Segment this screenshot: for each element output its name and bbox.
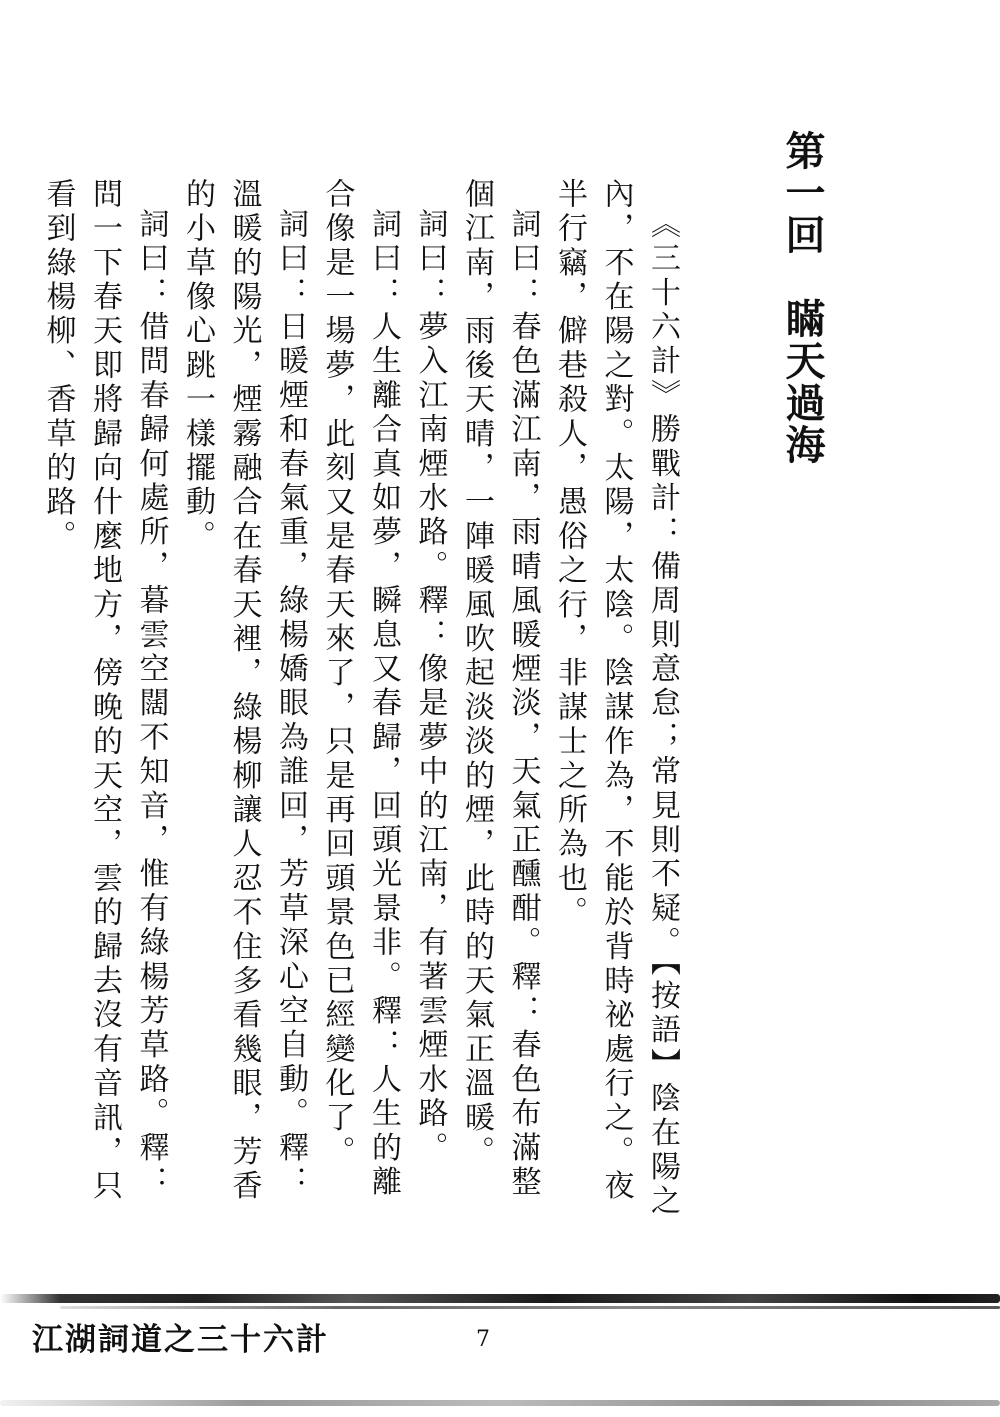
paragraph-verse-2: 詞曰：夢入江南煙水路。釋：像是夢中的江南，有著雲煙水路。 xyxy=(412,208,448,1166)
paragraph-intro: 《三十六計》勝戰計：備周則意怠；常見則不疑。【按語】陰在陽之內，不在陽之對。太陽，太陰。陰謀作為，不能於背時祕處行之。夜半行竊，僻巷殺人，愚俗之行，非謀士之所為也。 xyxy=(552,178,680,1219)
paragraph-verse-3: 詞曰：人生離合真如夢，瞬息又春歸，回頭光景非。釋：人生的離合像是一場夢，此刻又是春天來了，只是再回頭景色已經變化了。 xyxy=(319,178,401,1200)
paragraph-verse-1: 詞曰：春色滿江南，雨晴風暖煙淡，天氣正醺酣。釋：春色布滿整個江南，雨後天晴，一陣暖風吹起淡淡的煙，此時的天氣正溫暖。 xyxy=(459,178,541,1200)
brush-stroke-bottom xyxy=(0,1400,1000,1406)
footer-book-title: 江湖詞道之三十六計 xyxy=(32,1322,329,1358)
page-number: 7 xyxy=(476,1327,490,1352)
brush-stroke-divider xyxy=(0,1294,1000,1303)
body-text xyxy=(40,178,685,1228)
brush-stroke-divider-thin xyxy=(60,1306,1000,1309)
paragraph-verse-5: 詞曰：借問春歸何處所，暮雲空闊不知音，惟有綠楊芳草路。釋：問一下春天即將歸向什麼地方，傍晚的天空，雲的歸去沒有音訊，只看到綠楊柳、香草的路。 xyxy=(40,178,169,1204)
chapter-title: 第一回 瞞天過海 xyxy=(779,130,826,466)
paragraph-verse-4: 詞曰：日暖煙和春氣重，綠楊嬌眼為誰回，芳草深心空自動。釋：溫暖的陽光，煙霧融合在春天裡，綠楊柳讓人忍不住多看幾眼，芳香的小草像心跳一樣擺動。 xyxy=(180,178,308,1204)
